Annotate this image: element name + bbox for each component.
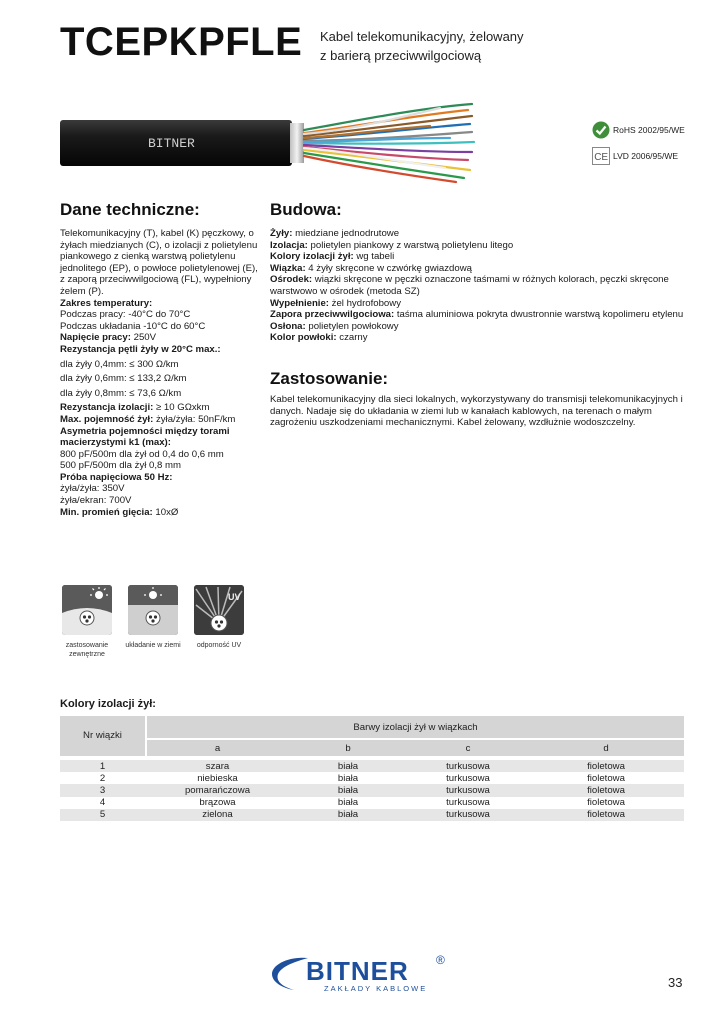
build-value: czarny [336, 332, 368, 344]
cert-lvd [592, 147, 678, 165]
build-row [270, 228, 690, 240]
build-value: 4 żyły skręcone w czwórkę gwiazdową [305, 262, 472, 274]
bend-row [60, 507, 260, 519]
outdoor-sun-icon [62, 585, 112, 635]
build-label: Izolacja: [270, 239, 308, 251]
icon-label-ground: układanie w ziemi [125, 642, 181, 649]
cable-brand-text: BITNER [148, 136, 195, 151]
build-list [270, 228, 690, 344]
cell-a: brązowa [147, 797, 288, 809]
cell-c: turkusowa [408, 784, 528, 796]
test-1: żyła/żyła: 350V [60, 483, 125, 495]
logo-swoosh [272, 958, 308, 990]
col-group-header: Barwy izolacji żył w wiązkach [147, 716, 684, 739]
ce-mark-icon [592, 147, 610, 165]
logo-text: BITNER [306, 956, 409, 986]
usage-text: Kabel telekomunikacyjny dla sieci lokalnych, wykorzystywany do transmisji telekomunikacyjnych i danych. Nadaje się do układania w ziemi lub w kanałach kablowych, na terenach o małym zagrożeniu uszkodzeniami mechanicznymi. Kabel żelowany, wzdłużnie wodoszczelny. [270, 394, 683, 429]
table-row [60, 772, 684, 784]
cell-b: biała [288, 760, 408, 772]
icon-label-uv: odporność UV [196, 642, 242, 649]
build-row [270, 251, 690, 263]
subtitle-line-2: z barierą przeciwwilgociową [320, 48, 482, 63]
build-label: Zapora przeciwwilgociowa: [270, 309, 395, 321]
capacity-row [60, 414, 260, 426]
cell-nr: 5 [60, 809, 145, 821]
cell-a: szara [147, 760, 288, 772]
cell-b: biała [288, 809, 408, 821]
temp-work: Podczas pracy: -40°C do 70°C [60, 309, 191, 321]
lvd-label: LVD 2006/95/WE [613, 151, 679, 161]
subtitle-line-1: Kabel telekomunikacyjny, żelowany [320, 29, 524, 44]
build-label: Żyły: [270, 228, 293, 239]
cell-a: zielona [147, 809, 288, 821]
temp-label: Zakres temperatury: [60, 297, 153, 309]
voltage-value: 250V [130, 332, 157, 344]
cell-c: turkusowa [408, 797, 528, 809]
build-label: Wypełnienie: [270, 297, 329, 309]
build-label: Osłona: [270, 320, 306, 332]
cell-nr: 4 [60, 797, 145, 809]
insulation-label: Rezystancja izolacji: [60, 402, 154, 414]
page-number: 33 [668, 975, 683, 990]
uv-badge: UV [228, 592, 241, 602]
usage-heading: Zastosowanie: [270, 369, 389, 388]
ground-laying-icon [128, 585, 178, 635]
cell-b: biała [288, 784, 408, 796]
tech-intro: Telekomunikacyjny (T), kabel (K) pęczkowy, o żyłach miedzianych (C), o izolacji z polietylenu piankowego z cienką warstwą polietylenu jednolitego (EP), o powłoce polietylenowej (E), z zaporą przeciwwilgociową (FL), wypełniony żelem (P). [60, 228, 258, 297]
build-row [270, 240, 690, 252]
cell-nr: 1 [60, 760, 145, 772]
rohs-check-icon [592, 121, 610, 139]
table-row [60, 809, 684, 821]
tech-heading: Dane techniczne: [60, 200, 200, 219]
cell-d: fioletowa [528, 797, 684, 809]
asym-2: 500 pF/500m dla żył 0,8 mm [60, 460, 182, 472]
build-value: wg tabeli [353, 251, 395, 263]
test-2: żyła/ekran: 700V [60, 495, 132, 507]
capacity-label: Max. pojemność żył: [60, 413, 154, 425]
logo-tagline: ZAKŁADY KABLOWE [324, 984, 428, 993]
cell-a: pomarańczowa [147, 784, 288, 796]
product-subtitle [320, 27, 524, 65]
cell-d: fioletowa [528, 772, 684, 784]
color-table [60, 716, 684, 821]
insulation-row [60, 402, 260, 414]
voltage-row [60, 332, 260, 344]
product-title: TCEPKPFLE [60, 20, 303, 64]
sub-col-b: b [288, 739, 408, 756]
icon-ground [125, 585, 188, 651]
build-row [270, 298, 690, 310]
bend-value: 10xØ [152, 506, 179, 518]
capacity-value: żyła/żyła: 50nF/km [153, 413, 236, 425]
cell-c: turkusowa [408, 760, 528, 772]
build-label: Kolor powłoki: [270, 332, 337, 344]
cable-wires [304, 104, 474, 182]
table-row [60, 797, 684, 809]
build-row [270, 332, 690, 344]
table-row [60, 760, 684, 772]
build-value: taśma aluminiowa pokryta dwustronnie warstwą kopolimeru etylenu [394, 309, 684, 321]
cert-rohs [592, 121, 685, 139]
resistance-label: Rezystancja pętli żyły w 20°C max.: [60, 343, 221, 355]
svg-text:CE: CE [594, 152, 609, 163]
build-row [270, 263, 690, 275]
build-label: Kolory izolacji żył: [270, 251, 354, 263]
asym-1: 800 pF/500m dla żył od 0,4 do 0,6 mm [60, 448, 224, 460]
cable-photo [60, 100, 480, 184]
build-label: Wiązka: [270, 262, 306, 274]
build-heading: Budowa: [270, 200, 342, 219]
cell-d: fioletowa [528, 784, 684, 796]
icon-label-outdoor-1: zastosowanie [65, 642, 109, 649]
sub-col-c: c [408, 739, 528, 756]
table-row [60, 784, 684, 796]
build-value: polietylen powłokowy [305, 320, 399, 332]
bend-label: Min. promień gięcia: [60, 506, 153, 518]
res-08: dla żyły 0,8mm: ≤ 73,6 Ω/km [60, 387, 182, 399]
sub-col-a: a [147, 739, 288, 756]
cell-nr: 2 [60, 772, 145, 784]
build-value: żel hydrofobowy [329, 297, 401, 309]
col-nr-label: Nr wiązki [83, 730, 122, 741]
build-value: miedziane jednodrutowe [292, 228, 400, 239]
insulation-value: ≥ 10 GΩxkm [153, 402, 210, 414]
icon-label-outdoor-2: zewnętrzne [69, 650, 105, 658]
build-row [270, 309, 690, 321]
test-label: Próba napięciowa 50 Hz: [60, 471, 173, 483]
rohs-label: RoHS 2002/95/WE [613, 125, 685, 135]
build-value: wiązki skręcone w pęczki oznaczone taśmami w różnych kolorach, pęczki skręcone warstwowo w ośrodek (metoda SZ) [270, 274, 669, 297]
uv-resistance-icon [194, 585, 244, 635]
cable-foil [290, 123, 304, 163]
cell-d: fioletowa [528, 760, 684, 772]
cell-b: biała [288, 772, 408, 784]
build-value: polietylen piankowy z warstwą polietylenu litego [307, 239, 514, 251]
cell-d: fioletowa [528, 809, 684, 821]
res-04: dla żyły 0,4mm: ≤ 300 Ω/km [60, 358, 179, 370]
sub-col-d: d [528, 739, 684, 756]
cell-b: biała [288, 797, 408, 809]
cell-nr: 3 [60, 784, 145, 796]
build-label: Ośrodek: [270, 274, 313, 286]
cell-a: niebieska [147, 772, 288, 784]
cell-c: turkusowa [408, 772, 528, 784]
bitner-logo [268, 950, 453, 996]
asym-label: Asymetria pojemności między torami macierzystymi k1 (max): [60, 425, 230, 449]
logo-registered: ® [436, 953, 445, 967]
col-nr-header [60, 716, 145, 756]
color-table-title: Kolory izolacji żył: [60, 698, 156, 710]
cell-c: turkusowa [408, 809, 528, 821]
temp-laying: Podczas układania -10°C do 60°C [60, 320, 206, 332]
res-06: dla żyły 0,6mm: ≤ 133,2 Ω/km [60, 373, 187, 385]
tech-data [60, 228, 260, 518]
build-row [270, 321, 690, 333]
icon-outdoor [62, 585, 122, 659]
voltage-label: Napięcie pracy: [60, 332, 131, 344]
build-row [270, 274, 690, 297]
icon-uv [194, 585, 254, 651]
